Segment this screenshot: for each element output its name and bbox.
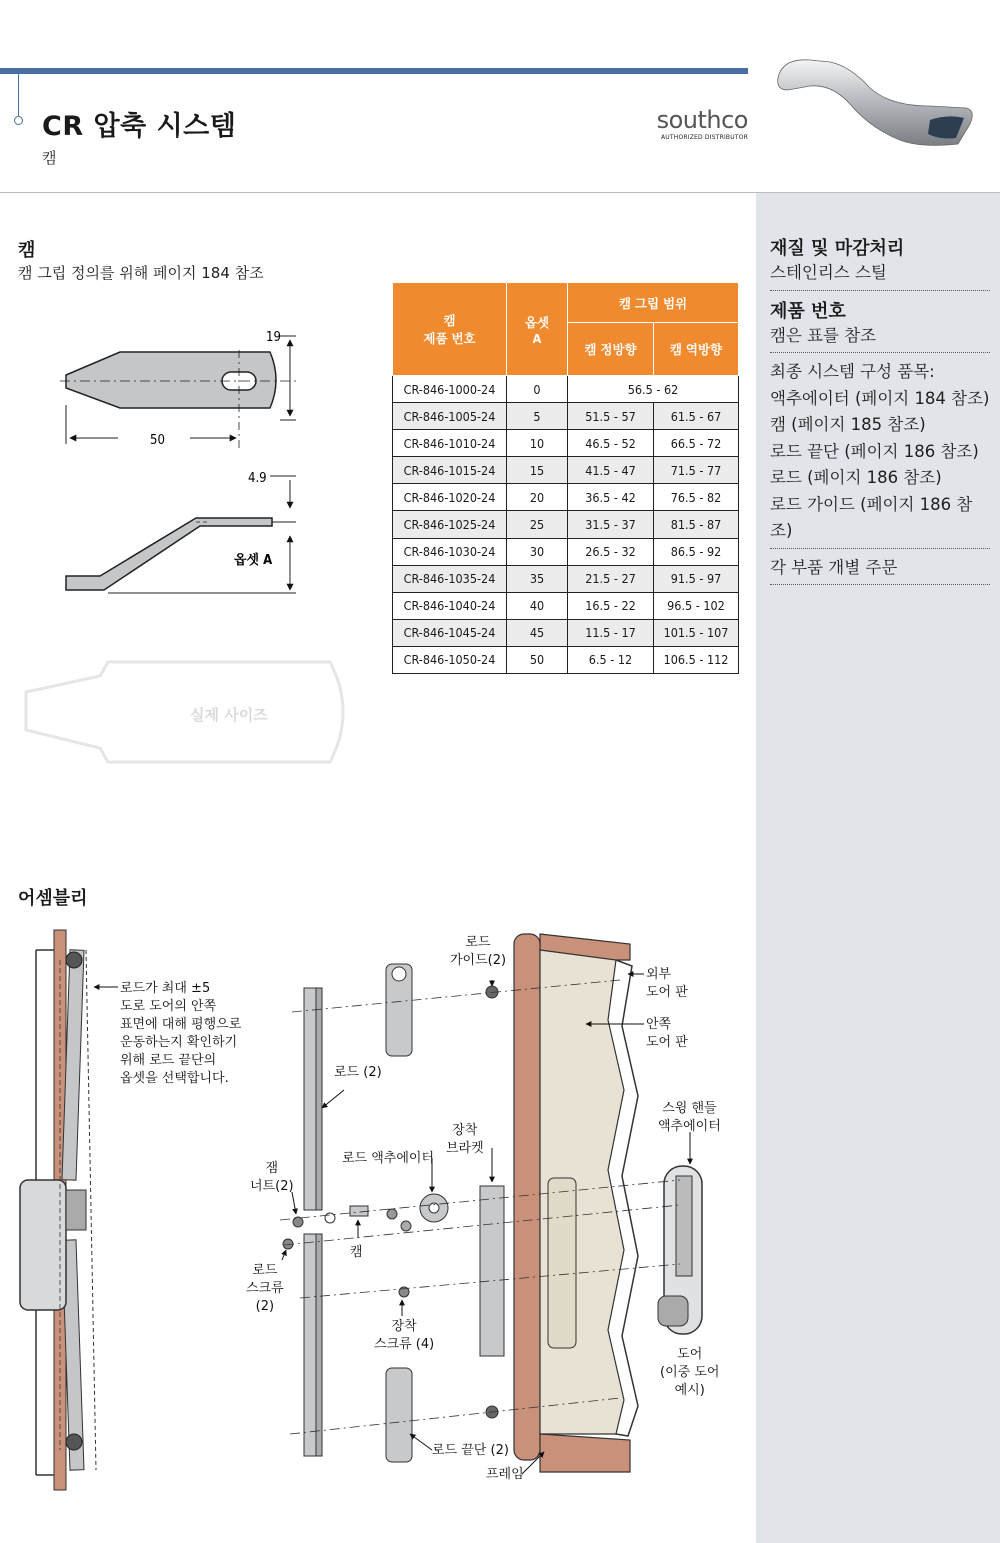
cam-product-photo <box>770 48 980 158</box>
label-outer-panel <box>646 966 688 1002</box>
cell-offset: 15 <box>507 457 568 484</box>
part-number-title: 제품 번호 <box>770 300 846 322</box>
cam-dimension-drawing <box>0 310 380 780</box>
dim-50-label: 50 <box>150 433 165 448</box>
table-row <box>393 511 739 538</box>
cell-reverse: 76.5 - 82 <box>654 484 739 511</box>
table-row <box>393 403 739 430</box>
cell-part: CR-846-1005-24 <box>393 403 507 430</box>
label-line: 예시) <box>674 1383 705 1398</box>
col-part-line2: 제품 번호 <box>423 331 476 346</box>
cell-normal: 16.5 - 22 <box>568 592 654 619</box>
cell-offset: 25 <box>507 511 568 538</box>
label-rod-screw <box>246 1262 284 1316</box>
page-title: CR 압축 시스템 <box>42 111 237 142</box>
system-item: 액추에이터 (페이지 184 참조) <box>770 388 990 408</box>
cell-part: CR-846-1040-24 <box>393 592 507 619</box>
sidebar-separator <box>770 584 990 585</box>
cell-normal: 46.5 - 52 <box>568 430 654 457</box>
cell-reverse: 81.5 - 87 <box>654 511 739 538</box>
cell-normal: 21.5 - 27 <box>568 565 654 592</box>
system-item: 로드 가이드 (페이지 186 참조) <box>770 494 973 540</box>
cell-reverse: 106.5 - 112 <box>654 646 739 673</box>
order-note: 각 부품 개별 주문 <box>770 557 898 577</box>
assembly-title: 어셈블리 <box>18 888 88 909</box>
label-line: (이중 도어 <box>660 1365 720 1380</box>
southco-logo <box>636 108 748 141</box>
label-line: 로드 <box>465 935 491 950</box>
cell-reverse: 86.5 - 92 <box>654 538 739 565</box>
cell-reverse: 96.5 - 102 <box>654 592 739 619</box>
part-number-value: 캠은 표를 참조 <box>770 325 877 345</box>
label-inner-panel <box>646 1016 688 1052</box>
cam-grip-note: 캠 그립 정의를 위해 페이지 184 참조 <box>18 264 264 282</box>
table-row <box>393 484 739 511</box>
material-value: 스테인리스 스틸 <box>770 263 887 282</box>
sidebar-separator <box>770 290 990 291</box>
cell-part: CR-846-1020-24 <box>393 484 507 511</box>
header-rule <box>0 68 748 74</box>
logo-wordmark: southco <box>656 106 748 134</box>
col-offset-line1: 옵셋 <box>524 314 550 330</box>
cell-reverse: 66.5 - 72 <box>654 430 739 457</box>
label-line: 장착 <box>391 1319 417 1334</box>
dim-49-label: 4.9 <box>248 471 267 486</box>
assembly-note-line: 표면에 대해 평행으로 <box>120 1017 242 1032</box>
cell-normal: 51.5 - 57 <box>568 403 654 430</box>
label-mount-bracket <box>446 1122 484 1158</box>
actual-size-label: 실제 사이즈 <box>190 706 268 724</box>
dim-19-label: 19 <box>266 330 281 345</box>
assembly-note <box>120 980 241 1088</box>
logo-tagline: AUTHORIZED DISTRIBUTOR <box>660 134 748 141</box>
cell-normal: 26.5 - 32 <box>568 538 654 565</box>
cell-reverse: 71.5 - 77 <box>654 457 739 484</box>
table-row <box>393 619 739 646</box>
col-part-header <box>393 283 507 376</box>
label-rod-end: 로드 끝단 (2) <box>432 1443 509 1458</box>
system-item: 로드 (페이지 186 참조) <box>770 468 942 487</box>
col-part-line1: 캠 <box>443 313 456 328</box>
header-accent-line <box>18 74 19 118</box>
table-row <box>393 565 739 592</box>
assembly-note-line: 운동하는지 확인하기 <box>120 1035 238 1050</box>
label-line: 외부 <box>646 967 672 982</box>
label-jam-nut <box>250 1160 294 1196</box>
system-item: 캠 (페이지 185 참조) <box>770 415 926 434</box>
material-title: 재질 및 마감처리 <box>770 238 905 259</box>
label-rod: 로드 (2) <box>334 1065 382 1080</box>
label-line: 안쪽 <box>646 1017 672 1032</box>
label-swing-handle <box>658 1100 721 1136</box>
dim-offset-label: 옵셋 A <box>234 553 273 568</box>
col-reverse-header: 캠 역방향 <box>654 323 739 376</box>
cell-part: CR-846-1030-24 <box>393 538 507 565</box>
cell-offset: 20 <box>507 484 568 511</box>
label-line: 장착 <box>452 1123 478 1138</box>
label-door <box>660 1346 719 1400</box>
cell-offset: 50 <box>507 646 568 673</box>
cell-reverse: 91.5 - 97 <box>654 565 739 592</box>
cell-normal: 6.5 - 12 <box>568 646 654 673</box>
label-line: (2) <box>255 1299 275 1314</box>
sidebar-separator <box>770 352 990 353</box>
assembly-note-line: 옵셋을 선택합니다. <box>120 1071 229 1086</box>
label-line: 브라켓 <box>446 1141 484 1156</box>
label-cam: 캠 <box>350 1245 363 1260</box>
cam-spec-table <box>392 282 739 674</box>
table-row <box>393 592 739 619</box>
label-line: 도어 판 <box>646 985 688 1000</box>
table-row <box>393 538 739 565</box>
cell-part: CR-846-1025-24 <box>393 511 507 538</box>
sidebar-specs <box>756 193 1000 1543</box>
cell-offset: 10 <box>507 430 568 457</box>
col-grip-header: 캠 그립 범위 <box>568 283 739 323</box>
cell-part: CR-846-1045-24 <box>393 619 507 646</box>
assembly-note-line: 도로 도어의 안쪽 <box>120 999 217 1014</box>
assembly-note-line: 로드가 최대 ±5 <box>120 981 211 996</box>
cell-normal: 36.5 - 42 <box>568 484 654 511</box>
col-offset-line2: A <box>532 330 542 346</box>
cell-normal: 41.5 - 47 <box>568 457 654 484</box>
cell-offset: 45 <box>507 619 568 646</box>
cell-offset: 40 <box>507 592 568 619</box>
table-row <box>393 457 739 484</box>
label-rod-actuator: 로드 액추에이터 <box>342 1151 435 1166</box>
header-accent-dot <box>14 116 23 125</box>
table-row <box>393 430 739 457</box>
sidebar-separator <box>770 548 990 549</box>
page-subtitle: 캠 <box>42 149 57 167</box>
label-line: 도어 <box>677 1347 703 1362</box>
assembly-drawing <box>0 920 750 1520</box>
cell-reverse: 61.5 - 67 <box>654 403 739 430</box>
table-row <box>393 646 739 673</box>
cell-part: CR-846-1000-24 <box>393 376 507 403</box>
label-frame: 프레임 <box>486 1467 524 1482</box>
col-normal-header: 캠 정방향 <box>568 323 654 376</box>
col-offset-header <box>507 283 568 376</box>
label-line: 가이드(2) <box>450 953 507 968</box>
cell-offset: 30 <box>507 538 568 565</box>
cell-offset: 35 <box>507 565 568 592</box>
cell-normal: 11.5 - 17 <box>568 619 654 646</box>
label-line: 로드 <box>252 1263 278 1278</box>
cell-part: CR-846-1015-24 <box>393 457 507 484</box>
label-rod-guide <box>450 934 506 970</box>
label-line: 잼 <box>265 1161 279 1176</box>
cell-normal: 31.5 - 37 <box>568 511 654 538</box>
cell-normal: 56.5 - 62 <box>568 376 739 403</box>
cell-reverse: 101.5 - 107 <box>654 619 739 646</box>
cell-offset: 0 <box>507 376 568 403</box>
cell-part: CR-846-1050-24 <box>393 646 507 673</box>
cam-section-title: 캠 <box>18 240 36 261</box>
label-line: 너트(2) <box>250 1179 294 1194</box>
assembly-note-line: 위해 로드 끝단의 <box>120 1053 217 1068</box>
system-title: 최종 시스템 구성 품목: <box>770 362 935 381</box>
label-line: 액추에이터 <box>658 1119 721 1134</box>
cell-part: CR-846-1010-24 <box>393 430 507 457</box>
label-line: 도어 판 <box>646 1035 688 1050</box>
cell-part: CR-846-1035-24 <box>393 565 507 592</box>
cell-offset: 5 <box>507 403 568 430</box>
label-mount-screw <box>374 1318 434 1354</box>
label-line: 스크류 (4) <box>374 1337 435 1352</box>
label-line: 스크류 <box>246 1281 284 1296</box>
table-row <box>393 376 739 403</box>
label-line: 스윙 핸들 <box>662 1101 717 1116</box>
system-item: 로드 끝단 (페이지 186 참조) <box>770 441 979 461</box>
